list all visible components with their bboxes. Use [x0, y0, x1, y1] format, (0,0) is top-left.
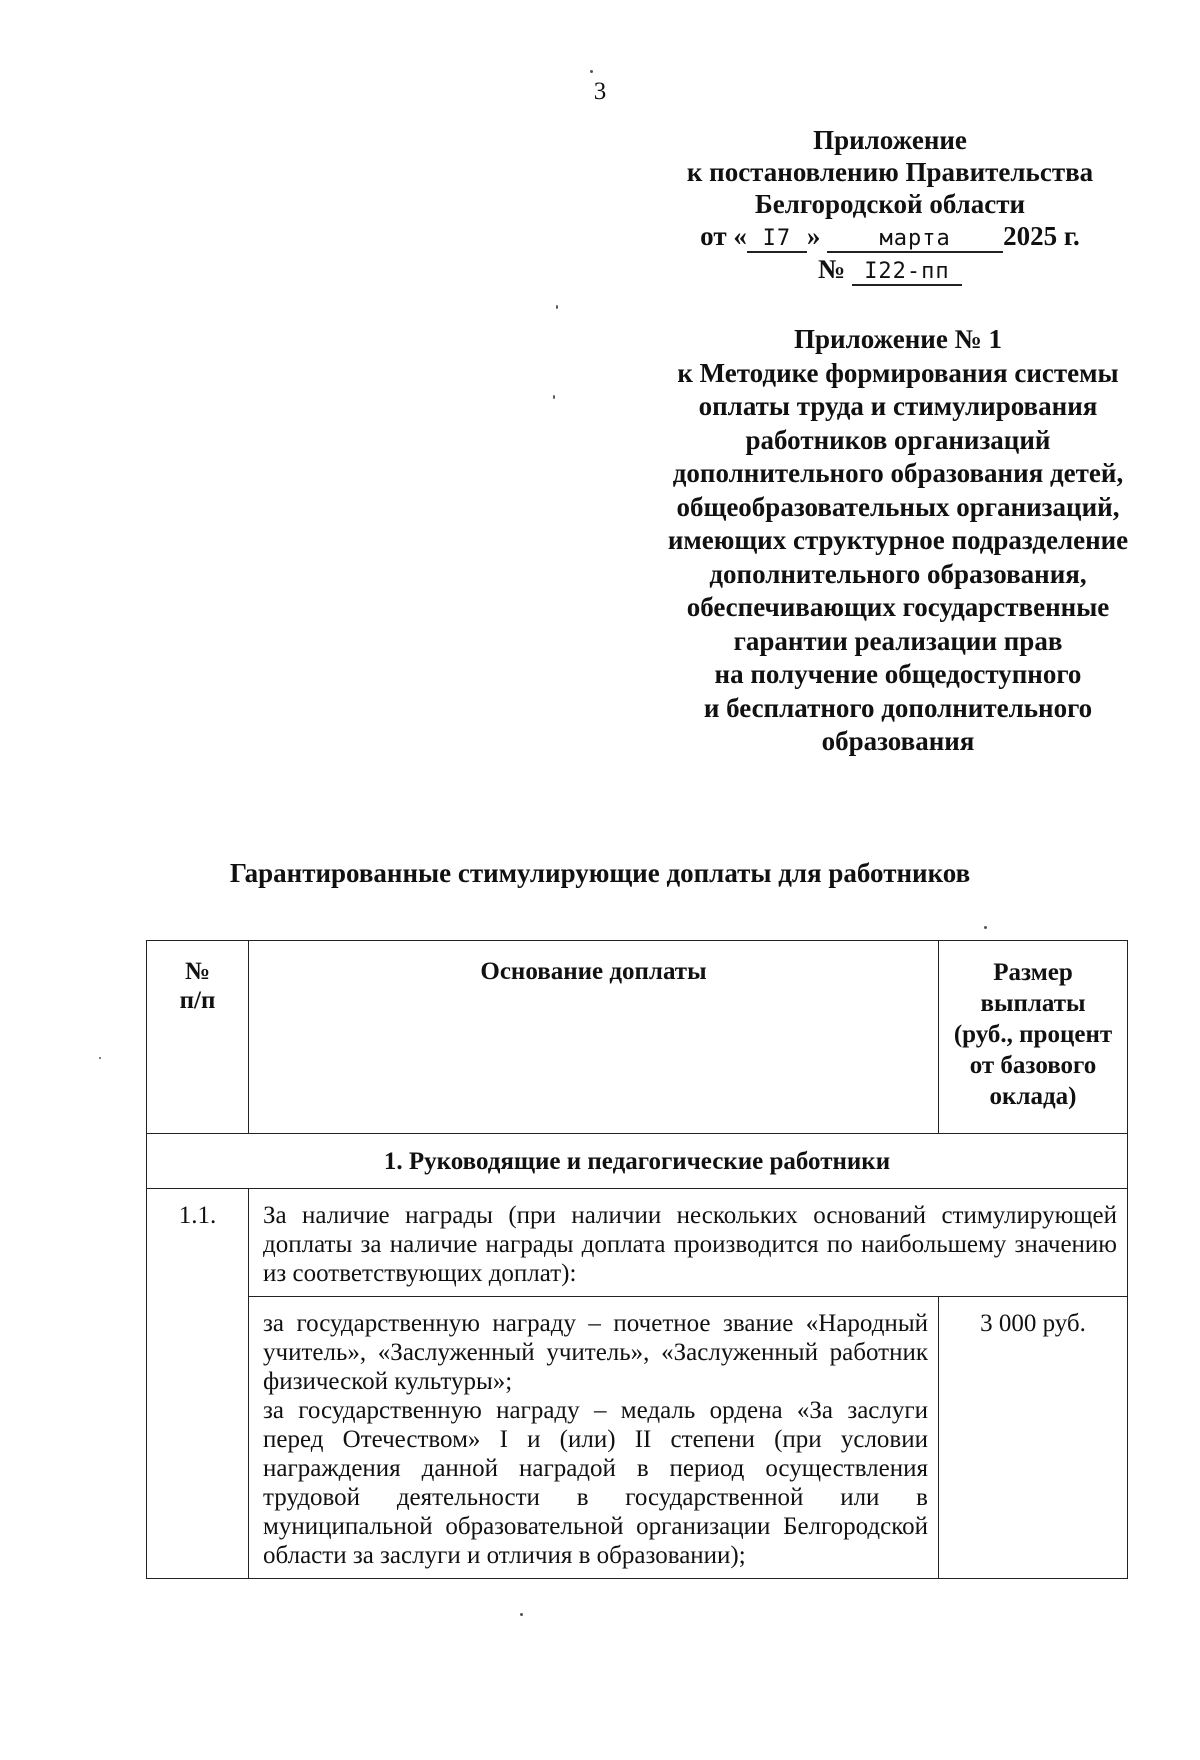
methodology-header-line: Приложение № 1 [794, 324, 1002, 354]
page-number: 3 [593, 78, 607, 105]
methodology-header-line: дополнительного образования детей, [672, 458, 1124, 488]
scan-speck [553, 395, 555, 399]
scan-speck [520, 1613, 523, 1616]
methodology-header-line: на получение общедоступного [714, 659, 1082, 689]
table-row [147, 1297, 1128, 1579]
row-paragraph: за государственную награду – почетное звание «Народный учитель», «Заслуженный учитель», «Заслуженный работник физической культуры»; [263, 1310, 928, 1395]
row-paragraph: за государственную награду – медаль ордена «За заслуги перед Отечеством» I и (или) II степени (при условии награждения данной наградой в период осуществления трудовой деятельности в государственной или в муниципальной образовательной организации Белгородской области за заслуги и отличия в образовании); [263, 1397, 928, 1569]
row-paragraph: За наличие награды (при наличии нескольких оснований стимулирующей доплаты за наличие награды доплата производится по наибольшему значению из соответствующих доплат): [263, 1202, 1117, 1287]
row-basis-text [249, 1297, 939, 1579]
payments-table [146, 940, 1128, 1579]
date-prefix: от « [700, 221, 747, 251]
header-size-line: (руб., процент [953, 1021, 1113, 1048]
methodology-header [608, 323, 1188, 759]
methodology-header-line: дополнительного образования, [709, 558, 1087, 589]
row-number: 1.1. [147, 1189, 249, 1579]
header-size-line: оклада) [989, 1083, 1077, 1110]
appendix-header-line: Приложение [813, 125, 967, 155]
scan-speck [590, 70, 593, 73]
appendix-header-line: Белгородской области [754, 189, 1026, 219]
scan-speck [556, 305, 558, 309]
methodology-header-line: к Методике формирования системы [677, 357, 1119, 388]
row-payment-size: 3 000 руб. [939, 1297, 1128, 1579]
header-size-line: Размер [993, 959, 1073, 986]
header-size-line: выплаты [980, 990, 1086, 1017]
document-title: Гарантированные стимулирующие доплаты для работников [229, 858, 971, 888]
date-year: 2025 г. [1003, 221, 1080, 251]
handwritten-day: I7 [747, 227, 807, 253]
methodology-header-line: образования [821, 726, 975, 756]
section-row [147, 1134, 1128, 1189]
methodology-header-line: общеобразовательных организаций, [676, 491, 1120, 522]
table-row [147, 1189, 1128, 1297]
number-prefix: № [818, 254, 846, 284]
header-size-line: от базового [969, 1052, 1097, 1079]
methodology-header-line: и бесплатного дополнительного [703, 692, 1093, 723]
appendix-header-line: к постановлению Правительства [686, 157, 1094, 187]
date-mid: » [806, 221, 821, 251]
methodology-header-line: гарантии реализации прав [733, 625, 1063, 656]
methodology-header-line: обеспечивающих государственные [686, 592, 1110, 622]
scan-speck [99, 1057, 101, 1059]
appendix-number-line [605, 253, 1175, 286]
appendix-date-line [605, 220, 1175, 253]
header-num-line: № [184, 958, 211, 985]
methodology-header-line: оплаты труда и стимулирования [698, 391, 1098, 421]
header-basis: Основание доплаты [249, 941, 939, 1134]
header-num-line: п/п [179, 987, 216, 1014]
table-header-row [147, 941, 1128, 1134]
handwritten-month: марта [827, 227, 1003, 253]
section-title: 1. Руководящие и педагогические работники [147, 1134, 1128, 1189]
header-size [939, 941, 1128, 1134]
methodology-header-line: имеющих структурное подразделение [667, 525, 1129, 555]
header-num [147, 941, 249, 1134]
appendix-header [605, 124, 1175, 286]
row-basis-text [249, 1189, 1128, 1297]
methodology-header-line: работников организаций [745, 424, 1051, 455]
scan-speck [984, 926, 987, 929]
handwritten-number: I22-пп [852, 260, 962, 286]
